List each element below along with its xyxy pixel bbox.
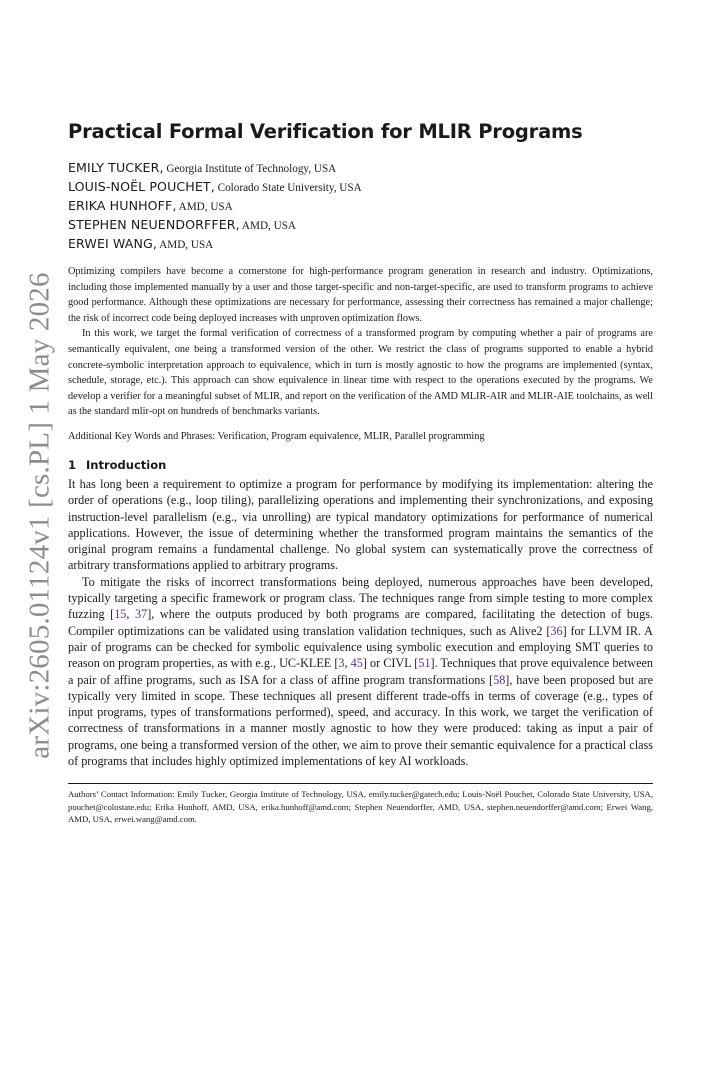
author-name: ERIKA HUNHOFF, (68, 198, 177, 213)
paper-page (68, 120, 653, 825)
abstract (68, 264, 653, 420)
section-heading (68, 458, 653, 472)
text-run: ], have been proposed but are typically very limited in scope. These techniques all present different trade-offs in terms of coverage (e.g., types of input programs, types of transformations performed), speed, and accuracy. In this work, we target the verification of correctness of transformations in a manner mostly agnostic to how they were produced: taking as input a pair of programs, one being a transformed version of the other, we aim to prove their semantic equivalence for a practical class of programs that includes highly optimized implementations of key AI workloads. (68, 672, 653, 768)
author-entry (68, 159, 653, 178)
text-run: ]. Techniques that prove equivalence between a pair of affine programs, such as ISA for a class of affine program transformations [ (68, 656, 653, 687)
text-run: , (126, 607, 136, 622)
text-run: , (344, 656, 351, 671)
author-list (68, 159, 653, 254)
body-paragraph (68, 574, 653, 770)
citation-link[interactable]: 45 (350, 656, 363, 671)
section-title: Introduction (86, 457, 167, 472)
author-affiliation: AMD, USA (239, 220, 296, 232)
citation-link[interactable]: 37 (135, 607, 148, 622)
arxiv-identifier (10, 271, 70, 759)
author-entry (68, 235, 653, 254)
author-name: EMILY TUCKER, (68, 160, 164, 175)
author-affiliation: Georgia Institute of Technology, USA (163, 163, 337, 175)
author-name: ERWEI WANG, (68, 236, 157, 251)
author-entry (68, 216, 653, 235)
keywords: Additional Key Words and Phrases: Verification, Program equivalence, MLIR, Parallel programming (68, 430, 485, 442)
paper-title: Practical Formal Verification for MLIR Programs (68, 120, 583, 143)
author-affiliation: AMD, USA (176, 201, 233, 213)
section-number: 1 (68, 457, 77, 472)
citation-link[interactable]: 3 (338, 656, 345, 671)
abstract-paragraph: In this work, we target the formal verification of correctness of a transformed program by computing whether a pair of programs are semantically equivalent, one being a transformed version of the other. We restrict the class of programs supported to enable a hybrid concrete-symbolic interpretation approach to equivalence, which in turn is mostly agnostic to how the programs are implemented (syntax, schedule, storage, etc.). This approach can show equivalence in linear time with respect to the operations executed by the programs. We develop a verifier for a meaningful subset of MLIR, and report on the verification of the AMD MLIR-AIR and MLIR-AIE toolchains, as well as the standard mlir-opt on hundreds of benchmarks variants. (68, 328, 653, 418)
author-affiliation: Colorado State University, USA (214, 182, 362, 194)
author-entry (68, 178, 653, 197)
arxiv-identifier-text: arXiv:2605.01124v1 [cs.PL] 1 May 2026 (23, 271, 56, 759)
text-run: ], where the outputs produced by both programs are compared, facilitating the detection of bugs. Compiler optimizations can be validated using translation validation techniques, such as Alive2 [ (68, 607, 654, 638)
text-run: ] for LLVM IR. A pair of programs can be checked for symbolic equivalence using symbolic execution and employing SMT queries to reason on program properties, as with e.g., UC-KLEE [ (68, 623, 653, 671)
text-run: To mitigate the risks of incorrect transformations being deployed, numerous approaches have been developed, typically targeting a specific framework or program class. The techniques range from simple testing to more complex fuzzing [ (68, 574, 653, 622)
author-name: STEPHEN NEUENDORFFER, (68, 217, 240, 232)
body-paragraph: It has long been a requirement to optimize a program for performance by modifying its implementation: altering the order of operations (e.g., loop tiling), parallelizing operations and implementing their synchronizations, and exposing instruction-level parallelism (e.g., via unrolling) are typical mandatory optimizations for performance of numerical applications. However, the issue of determining whether the transformed program maintains the semantics of the original program remains a fundamental challenge. No global system can systematically prove the correctness of arbitrary transformations applied to arbitrary programs. (68, 476, 653, 573)
text-run: ] or CIVL [ (362, 656, 419, 671)
citation-link[interactable]: 36 (550, 623, 563, 638)
citation-link[interactable]: 15 (114, 607, 127, 622)
introduction-body (68, 476, 653, 769)
citation-link[interactable]: 51 (418, 656, 431, 671)
author-affiliation: AMD, USA (157, 239, 214, 251)
footnote-divider (68, 783, 653, 784)
author-entry (68, 197, 653, 216)
author-contact-footnote: Authors’ Contact Information: Emily Tucker, Georgia Institute of Technology, USA, emily.tucker@gatech.edu; Louis-Noël Pouchet, Colorado State University, USA, pouchet@colostate.edu; Erika Hunhoff, AMD, USA, erika.hunhoff@amd.com; Stephen Neuendorffer, AMD, USA, stephen.neuendorffer@amd.com; Erwei Wang, AMD, USA, erwei.wang@amd.com. (68, 789, 653, 824)
citation-link[interactable]: 58 (493, 672, 506, 687)
abstract-paragraph: Optimizing compilers have become a cornerstone for high-performance program generation in research and industry. Optimizations, including those implemented manually by a user and those target-specific and non-target-specific, are used to transform programs to achieve good performance. Although these optimizations are necessary for performance, assessing their correctness has remained a major challenge; the risk of incorrect code being deployed increases with unproven optimization flows. (68, 266, 653, 324)
author-name: LOUIS-NOËL POUCHET, (68, 179, 215, 194)
